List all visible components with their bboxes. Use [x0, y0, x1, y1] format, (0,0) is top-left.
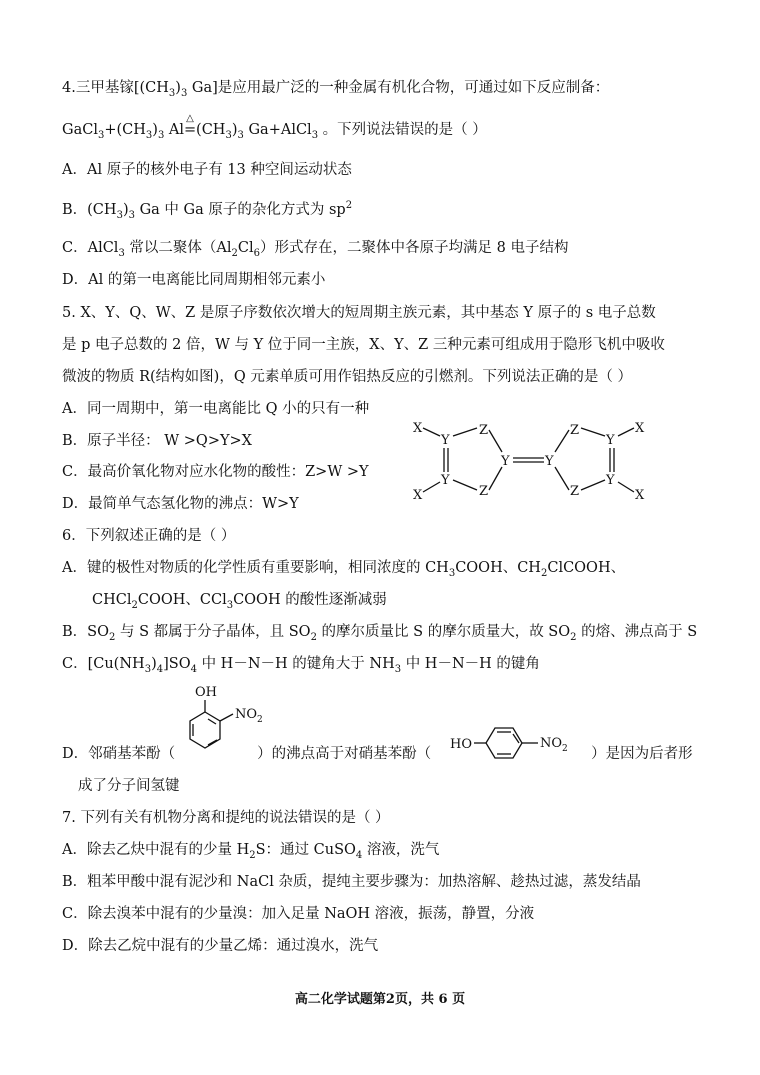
- svg-text:X: X: [413, 421, 423, 436]
- q6-stem: 6．下列叙述正确的是（ ）: [62, 528, 236, 544]
- q7-option-c: C．除去溴苯中混有的少量溴：加入足量 NaOH 溶液，振荡，静置，分液: [62, 906, 535, 922]
- q7-stem: 7. 下列有关有机物分离和提纯的说法错误的是（ ）: [62, 810, 390, 826]
- q7-option-a: A．除去乙炔中混有的少量 $H_2S$：通过 CuSO$_4$ 溶液，洗气: [62, 842, 440, 861]
- svg-text:Z: Z: [479, 423, 489, 438]
- svg-text:X: X: [635, 488, 645, 503]
- q4-option-c: C．AlCl$_3$ 常以二聚体$(Al_2Cl_6)$形式存在，二聚体中各原子均满足 8 电子结构: [62, 240, 569, 259]
- q5-option-b: B．原子半径： W >Q>Y>X: [62, 433, 253, 449]
- q6-option-a-line1: A．键的极性对物质的化学性质有重要影响，相同浓度的 $CH_3COOH$、$CH_2ClCOOH$、: [62, 560, 626, 579]
- q5-option-a: A．同一周期中，第一电离能比 Q 小的只有一种: [62, 401, 370, 417]
- svg-text:HO: HO: [450, 737, 472, 752]
- q4-option-d: D．Al 的第一电离能比同周期相邻元素小: [62, 272, 326, 288]
- svg-text:Z: Z: [570, 423, 580, 438]
- svg-text:Y: Y: [441, 473, 450, 488]
- q6-option-a-line2: CHCl$_2$COOH、CCl$_3$COOH 的酸性逐渐减弱: [92, 592, 387, 611]
- q6-option-c: C．$[Cu(NH_3)_4]SO_4$ 中 H－N－H 的键角大于 $NH_3$ 中 H－N－H 的键角: [62, 656, 540, 675]
- q6-option-d-line1: D．邻硝基苯酚（ ）的沸点高于对硝基苯酚（ ）是因为后者形: [62, 746, 693, 762]
- svg-text:X: X: [413, 488, 423, 503]
- svg-text:Y: Y: [545, 454, 554, 469]
- svg-text:Y: Y: [606, 433, 615, 448]
- q5-stem-line1: 5. X、Y、Q、W、Z 是原子序数依次增大的短周期主族元素，其中基态 Y 原子的 s 电子总数: [62, 305, 656, 321]
- q4-option-a: A．Al 原子的核外电子有 13 种空间运动状态: [62, 162, 352, 178]
- svg-text:Y: Y: [501, 454, 510, 469]
- q7-option-b: B．粗苯甲酸中混有泥沙和 NaCl 杂质，提纯主要步骤为：加热溶解、趁热过滤，蒸发结晶: [62, 874, 641, 890]
- q6-option-d-line2: 成了分子间氢键: [78, 778, 180, 794]
- svg-text:NO2: $NO_2$: [540, 736, 568, 754]
- svg-text:Z: Z: [570, 484, 580, 499]
- page-footer: 高二化学试题第2页，共 6 页: [294, 992, 466, 1007]
- svg-text:NO2: $NO_2$: [235, 707, 263, 725]
- q4-stem: 4.三甲基镓[$(CH_3)_3$ Ga]是应用最广泛的一种金属有机化合物，可通过如下反应制备：: [62, 80, 610, 99]
- q5-stem-line2: 是 p 电子总数的 2 倍，W 与 Y 位于同一主族，X、Y、Z 三种元素可组成用于隐形飞机中吸收: [62, 337, 665, 353]
- q5-option-c: C．最高价氧化物对应水化物的酸性：Z>W >Y: [62, 464, 369, 480]
- para-nitrophenol-structure: [446, 722, 596, 764]
- svg-text:X: X: [635, 421, 645, 436]
- q4-option-b: B．$(CH_3)_3$ Ga 中 Ga 原子的杂化方式为 $sp^2$: [62, 200, 353, 221]
- q5-option-d: D．最简单气态氢化物的沸点：W>Y: [62, 496, 299, 512]
- q7-option-d: D．除去乙烷中混有的少量乙烯：通过溴水，洗气: [62, 938, 379, 954]
- q6-option-b: B．$SO_2$ 与 S 都属于分子晶体，且 $SO_2$ 的摩尔质量比 S 的摩尔质量大，故 $SO_2$ 的熔、沸点高于 S: [62, 624, 698, 643]
- svg-text:Y: Y: [606, 473, 615, 488]
- svg-text:OH: OH: [195, 685, 217, 700]
- molecule-r-structure: [405, 412, 665, 507]
- svg-text:Z: Z: [479, 484, 489, 499]
- svg-text:Y: Y: [441, 433, 450, 448]
- q5-stem-line3: 微波的物质 R(结构如图)，Q 元素单质可用作铝热反应的引燃剂。下列说法正确的是（ ）: [62, 369, 632, 385]
- q4-equation: $GaCl_3+(CH_3)_3$ Al △ $=(CH_3)_3$ Ga+AlCl$_3$ 。下列说法错误的是（ ）: [62, 113, 487, 141]
